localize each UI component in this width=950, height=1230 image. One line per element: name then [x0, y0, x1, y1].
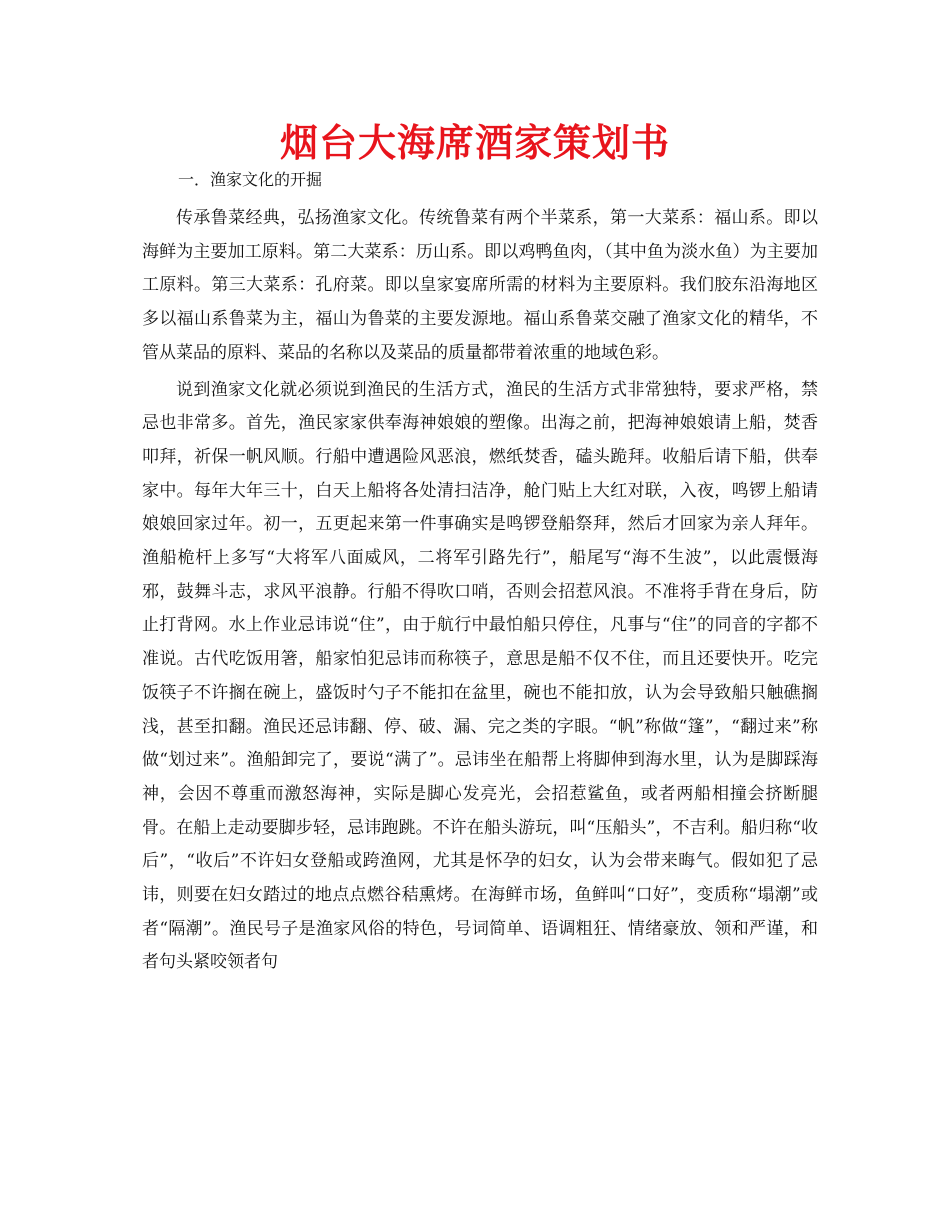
paragraph-fisherman-customs: 说到渔家文化就必须说到渔民的生活方式，渔民的生活方式非常独特，要求严格，禁忌也非常多。首先，渔民家家供奉海神娘娘的塑像。出海之前，把海神娘娘请上船，焚香叩拜，祈保一帆风顺。行船中遭遇险风恶浪，燃纸焚香，磕头跪拜。收船后请下船，供奉家中。每年大年三十，白天上船将各处清扫洁净，舱门贴上大红对联，入夜，鸣锣上船请娘娘回家过年。初一，五更起来第一件事确实是鸣锣登船祭拜，然后才回家为亲人拜年。渔船桅杆上多写“大将军八面威风，二将军引路先行”，船尾写“海不生波”，以此震慑海邪，鼓舞斗志，求风平浪静。行船不得吹口哨，否则会招惹风浪。不准将手背在身后，防止打背网。水上作业忌讳说“住”，由于航行中最怕船只停住，凡事与“住”的同音的字都不准说。古代吃饭用箸，船家怕犯忌讳而称筷子，意思是船不仅不住，而且还要快开。吃完饭筷子不许搁在碗上，盛饭时勺子不能扣在盆里，碗也不能扣放，认为会导致船只触礁搁浅，甚至扣翻。渔民还忌讳翻、停、破、漏、完之类的字眼。“帆”称做“篷”，“翻过来”称做“划过来”。渔船卸完了，要说“满了”。忌讳坐在船帮上将脚伸到海水里，认为是脚踩海神，会因不尊重而激怒海神，实际是脚心发亮光，会招惹鲨鱼，或者两船相撞会挤断腿骨。在船上走动要脚步轻，忌讳跑跳。不许在船头游玩，叫“压船头”，不吉利。船归称“收后”，“收后”不许妇女登船或跨渔网，尤其是怀孕的妇女，认为会带来晦气。假如犯了忌讳，则要在妇女踏过的地点点燃谷秸熏烤。在海鲜市场，鱼鲜叫“口好”，变质称“塌潮”或者“隔潮”。渔民号子是渔家风俗的特色，号词简单、语调粗狂、情绪豪放、领和严谨，和者句头紧咬领者句 [142, 379, 818, 973]
document-body [142, 202, 818, 980]
document-title: 烟台大海席酒家策划书 [279, 121, 670, 165]
section-heading: 一．渔家文化的开掘 [178, 170, 323, 189]
paragraph-cuisine: 传承鲁菜经典，弘扬渔家文化。传统鲁菜有两个半菜系，第一大菜系：福山系。即以海鲜为主要加工原料。第二大菜系：历山系。即以鸡鸭鱼肉，（其中鱼为淡水鱼）为主要加工原料。第三大菜系：孔府菜。即以皇家宴席所需的材料为主要原料。我们胶东沿海地区多以福山系鲁菜为主，福山为鲁菜的主要发源地。福山系鲁菜交融了渔家文化的精华，不管从菜品的原料、菜品的名称以及菜品的质量都带着浓重的地域色彩。 [142, 208, 818, 363]
